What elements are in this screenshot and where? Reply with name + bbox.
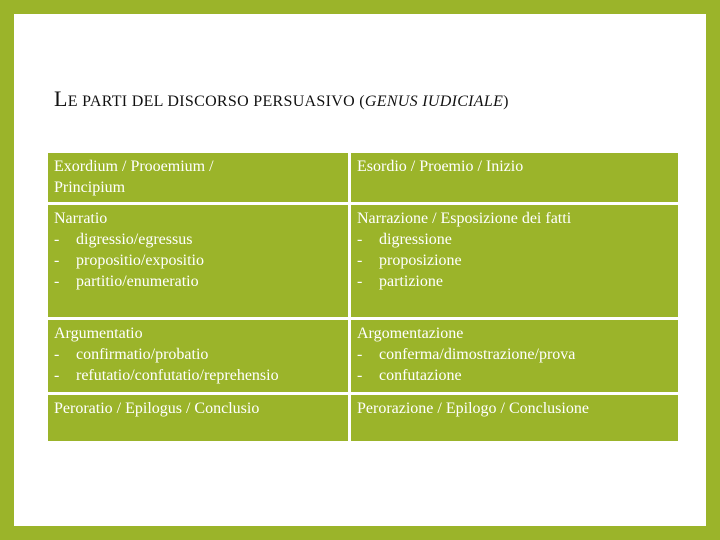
bullet-dash: - xyxy=(54,252,60,269)
list-item-text: proposizione xyxy=(379,252,462,269)
title-initial: L xyxy=(54,86,68,111)
latin-cell xyxy=(47,204,350,319)
cell-heading: Narrazione / Esposizione dei fatti xyxy=(357,210,572,227)
latin-cell xyxy=(47,319,350,394)
list-item xyxy=(357,344,672,365)
list-item-text: refutatio/confutatio/reprehensio xyxy=(76,367,279,384)
latin-cell xyxy=(47,152,350,204)
list-item xyxy=(357,250,672,271)
bullet-dash: - xyxy=(357,231,363,248)
cell-heading: Argumentatio xyxy=(54,325,143,342)
list-item xyxy=(357,229,672,250)
title-italic: GENUS IUDICIALE xyxy=(364,93,504,110)
list-item-text: confirmatio/probatio xyxy=(76,346,209,363)
list-item-text: digressione xyxy=(379,231,452,248)
list-item xyxy=(54,229,342,250)
bullet-dash: - xyxy=(357,346,363,363)
cell-heading: Exordium / Prooemium / xyxy=(54,158,214,175)
table-row xyxy=(47,204,680,319)
cell-heading: Esordio / Proemio / Inizio xyxy=(357,158,524,175)
list-item xyxy=(357,271,672,292)
cell-heading: Narratio xyxy=(54,210,108,227)
cell-heading: Argomentazione xyxy=(357,325,464,342)
title-close: ) xyxy=(503,93,509,110)
italian-cell xyxy=(350,394,680,443)
title-smallcaps: E PARTI DEL DISCORSO PERSUASIVO ( xyxy=(67,93,365,110)
list-item xyxy=(54,344,342,365)
parts-table xyxy=(45,150,681,444)
bullet-dash: - xyxy=(54,346,60,363)
table-row xyxy=(47,319,680,394)
list-item-text: partizione xyxy=(379,273,443,290)
list-item xyxy=(54,250,342,271)
slide xyxy=(14,14,706,526)
latin-cell xyxy=(47,394,350,443)
bullet-dash: - xyxy=(357,252,363,269)
list-item-text: propositio/expositio xyxy=(76,252,204,269)
table-row xyxy=(47,152,680,204)
list-item xyxy=(54,365,342,386)
bullet-dash: - xyxy=(54,231,60,248)
cell-heading: Peroratio / Epilogus / Conclusio xyxy=(54,400,260,417)
italian-cell xyxy=(350,152,680,204)
list-item xyxy=(54,271,342,292)
list-item-text: confutazione xyxy=(379,367,462,384)
cell-heading: Perorazione / Epilogo / Conclusione xyxy=(357,400,589,417)
bullet-dash: - xyxy=(357,367,363,384)
bullet-dash: - xyxy=(54,273,60,290)
list-item-text: digressio/egressus xyxy=(76,231,193,248)
cell-heading: Principium xyxy=(54,179,126,196)
italian-cell xyxy=(350,204,680,319)
slide-title xyxy=(54,86,509,112)
list-item-text: partitio/enumeratio xyxy=(76,273,199,290)
table-row xyxy=(47,394,680,443)
bullet-dash: - xyxy=(357,273,363,290)
bullet-dash: - xyxy=(54,367,60,384)
italian-cell xyxy=(350,319,680,394)
list-item-text: conferma/dimostrazione/prova xyxy=(379,346,576,363)
list-item xyxy=(357,365,672,386)
